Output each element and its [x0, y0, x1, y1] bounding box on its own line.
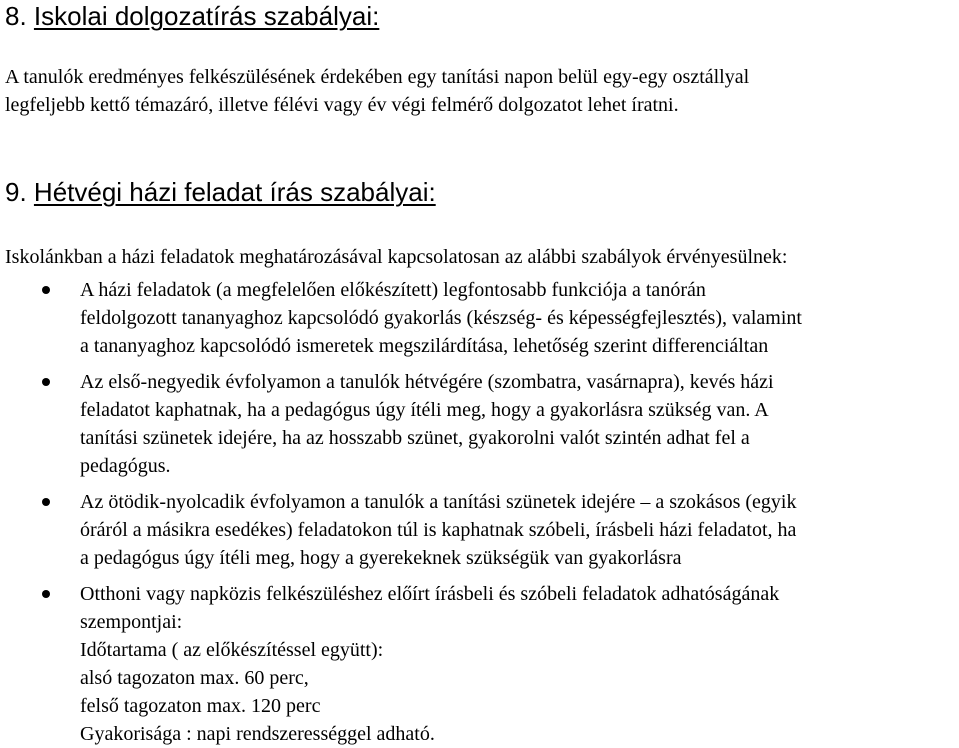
list-item — [0, 488, 955, 572]
list-item-line: Az első-negyedik évfolyamon a tanulók hétvégére (szombatra, vasárnapra), kevés házi — [80, 371, 774, 393]
section-8-heading — [5, 0, 379, 32]
list-item — [0, 368, 955, 480]
section-9-number: 9. — [5, 177, 27, 207]
rules-list — [0, 276, 959, 748]
list-item-line: Otthoni vagy napközis felkészüléshez előírt írásbeli és szóbeli feladatok adhatóságának — [80, 583, 780, 605]
bullet-icon — [42, 286, 50, 294]
list-item-line: feladatot kaphatnak, ha a pedagógus úgy ítéli meg, hogy a gyakorlásra szükség van. A — [80, 399, 769, 421]
list-item-line: tanítási szünetek idejére, ha az hosszabb szünet, gyakorolni valót szintén adhat fel a — [80, 427, 750, 449]
list-item-line: a pedagógus úgy ítéli meg, hogy a gyerekeknek szükségük van gyakorlásra — [80, 547, 682, 569]
list-item-line: Az ötödik-nyolcadik évfolyamon a tanulók a tanítási szünetek idejére – a szokásos (egyik — [80, 491, 797, 513]
section-8-paragraph — [5, 63, 953, 119]
list-item-line: Gyakorisága : napi rendszerességgel adható. — [80, 723, 435, 745]
section-9-title: Hétvégi házi feladat írás szabályai: — [33, 177, 436, 207]
list-item-line: feldolgozott tananyaghoz kapcsolódó gyakorlás (készség- és képességfejlesztés), valamint — [80, 307, 802, 329]
section-9-heading — [5, 176, 436, 208]
list-item-line: pedagógus. — [80, 455, 171, 477]
list-item — [0, 580, 955, 748]
list-item — [0, 276, 955, 360]
section-8-number: 8. — [5, 1, 27, 31]
list-item-line: szempontjai: — [80, 611, 183, 633]
paragraph-line: legfeljebb kettő témazáró, illetve félévi vagy év végi felmérő dolgozatot lehet íratni. — [5, 94, 679, 116]
intro-line: Iskolánkban a házi feladatok meghatározásával kapcsolatosan az alábbi szabályok érvényesülnek: — [5, 246, 788, 268]
bullet-icon — [42, 378, 50, 386]
list-item-line: Időtartama ( az előkészítéssel együtt): — [80, 639, 384, 661]
list-item-line: A házi feladatok (a megfelelően előkészített) legfontosabb funkciója a tanórán — [80, 279, 706, 301]
list-item-line: a tananyaghoz kapcsolódó ismeretek megszilárdítása, lehetőség szerint differenciáltan — [80, 335, 769, 357]
list-item-line: óráról a másikra esedékes) feladatokon túl is kaphatnak szóbeli, írásbeli házi feladatot, ha — [80, 519, 797, 541]
bullet-icon — [42, 498, 50, 506]
list-item-line: felső tagozaton max. 120 perc — [80, 695, 321, 717]
list-item-line: alsó tagozaton max. 60 perc, — [80, 667, 309, 689]
section-8-title: Iskolai dolgozatírás szabályai: — [33, 1, 380, 31]
section-9-intro — [5, 243, 953, 271]
bullet-icon — [42, 590, 50, 598]
paragraph-line: A tanulók eredményes felkészülésének érdekében egy tanítási napon belül egy-egy osztállyal — [5, 66, 750, 88]
